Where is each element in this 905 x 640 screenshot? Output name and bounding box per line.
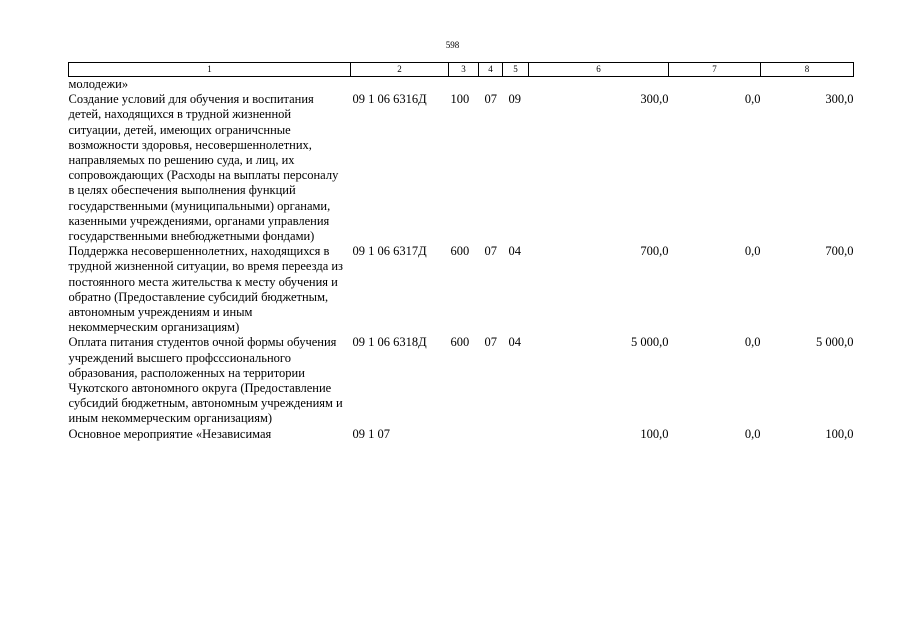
table-row	[69, 92, 854, 244]
row-expense-type: 100	[450, 92, 470, 107]
row-value-6: 300,0	[640, 92, 669, 107]
row-value-7: 0,0	[744, 426, 761, 441]
row-code: 09 1 06 6317Д	[352, 244, 427, 259]
row-subsection: 09	[508, 92, 521, 107]
row-subsection	[503, 427, 529, 442]
row-name: Поддержка несовершеннолетних, находящихся в трудной жизненной ситуации, во время переезда из постоянного места жительства к месту обучения и обратно (Предоставление субсидий бюджетным, автономным учреждениям и иным некоммерческим организациям)	[68, 244, 343, 335]
row-value-8: 5 000,0	[816, 335, 854, 350]
row-value-7: 0,0	[744, 335, 761, 350]
row-code: 09 1 06 6316Д	[352, 92, 427, 107]
table-row	[69, 427, 854, 442]
row-section: 07	[484, 335, 497, 350]
column-header-1: 1	[69, 63, 351, 77]
row-section: 07	[484, 92, 497, 107]
row-value-6: 100,0	[640, 426, 669, 441]
row-value-8: 700,0	[825, 244, 854, 259]
column-header-3: 3	[449, 63, 479, 77]
table-row	[69, 335, 854, 426]
row-expense-type	[449, 427, 479, 442]
column-header-8: 8	[761, 63, 854, 77]
column-header-4: 4	[479, 63, 503, 77]
row-value-8: 100,0	[825, 426, 854, 441]
row-value-6: 5 000,0	[631, 335, 669, 350]
row-section	[479, 77, 503, 93]
row-subsection: 04	[508, 244, 521, 259]
row-value-7	[669, 77, 761, 93]
row-subsection	[503, 77, 529, 93]
row-name: Оплата питания студентов очной формы обучения учреждений высшего профсссионального образования, расположенных на территории Чукотского автономного округа (Предоставление субсидий бюджетным, автономным учреждениям и иным некоммерческим организациям)	[68, 335, 343, 426]
table-row	[69, 244, 854, 335]
row-expense-type: 600	[450, 335, 470, 350]
column-header-5: 5	[503, 63, 529, 77]
row-section	[479, 427, 503, 442]
column-number-header-row	[69, 63, 854, 77]
page-number: 598	[445, 40, 460, 50]
row-value-8: 300,0	[825, 92, 854, 107]
row-value-7: 0,0	[744, 92, 761, 107]
column-header-6: 6	[529, 63, 669, 77]
row-code: 09 1 07	[352, 426, 390, 441]
row-value-6	[529, 77, 669, 93]
row-section: 07	[484, 244, 497, 259]
column-header-2: 2	[351, 63, 449, 77]
row-value-8	[761, 77, 854, 93]
row-name: Основное мероприятие «Независимая	[68, 426, 272, 441]
row-value-7: 0,0	[744, 244, 761, 259]
row-name: Создание условий для обучения и воспитания детей, находящихся в трудной жизненной ситуации, детей, имеющих ограничснные возможности здоровья, несовершеннолетних, направляемых по решению суда, и лиц, их сопровождающих (Расходы на выплаты персоналу в целях обеспечения выполнения функций государственными (муниципальными) органами, казенными учреждениями, органами управления государственными внебюджетными фондами)	[68, 92, 339, 244]
column-header-7: 7	[669, 63, 761, 77]
table-row	[69, 77, 854, 93]
row-code: 09 1 06 6318Д	[352, 335, 427, 350]
row-expense-type	[449, 77, 479, 93]
budget-table	[68, 62, 854, 442]
row-code	[351, 77, 449, 93]
row-name: молодежи»	[68, 77, 129, 91]
row-subsection: 04	[508, 335, 521, 350]
row-value-6: 700,0	[640, 244, 669, 259]
row-expense-type: 600	[450, 244, 470, 259]
